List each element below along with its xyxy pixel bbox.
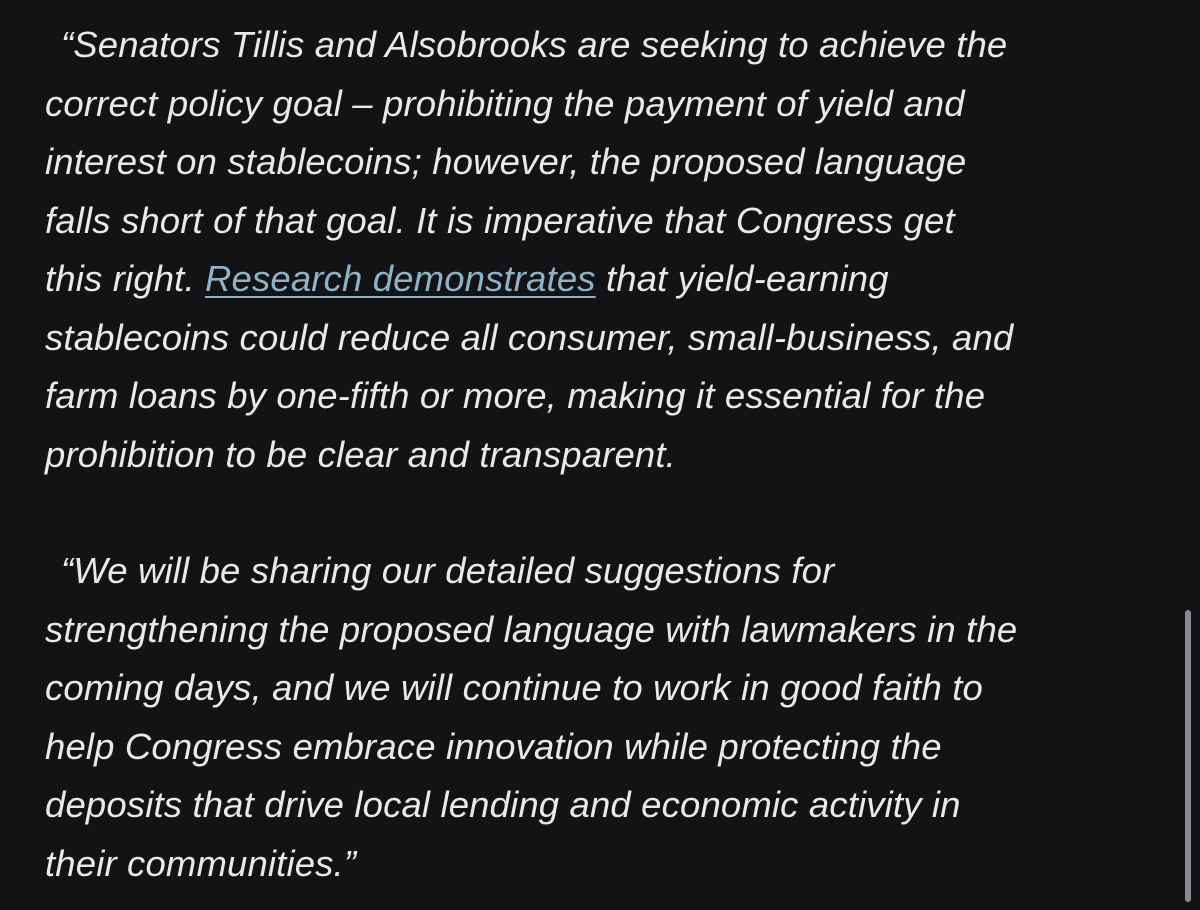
link-line-prefix: this right. bbox=[45, 258, 206, 299]
text-line: coming days, and we will continue to work in good faith to bbox=[45, 667, 983, 708]
text-line: stablecoins could reduce all consumer, small-business, and bbox=[45, 316, 1014, 358]
research-demonstrates-link[interactable]: Research demonstrates bbox=[205, 258, 596, 299]
quote-paragraph-2 bbox=[45, 542, 1165, 893]
link-line-suffix: that yield-earning bbox=[595, 258, 889, 299]
text-line: prohibition to be clear and transparent. bbox=[45, 433, 676, 475]
text-line-with-link bbox=[45, 250, 1165, 309]
text-line: their communities.” bbox=[45, 842, 357, 884]
text-line: farm loans by one-fifth or more, making it essential for the bbox=[45, 375, 986, 416]
text-line: “We will be sharing our detailed suggestions for bbox=[61, 550, 835, 591]
text-line: interest on stablecoins; however, the proposed language bbox=[45, 141, 967, 182]
text-line: strengthening the proposed language with lawmakers in the bbox=[45, 608, 1018, 650]
text-line: correct policy goal – prohibiting the payment of yield and bbox=[45, 82, 965, 124]
text-line: “Senators Tillis and Alsobrooks are seeking to achieve the bbox=[61, 24, 1008, 65]
vertical-scrollbar[interactable] bbox=[1185, 610, 1191, 902]
article-body bbox=[45, 16, 1165, 893]
text-line: deposits that drive local lending and economic activity in bbox=[45, 784, 961, 825]
text-line: help Congress embrace innovation while protecting the bbox=[45, 725, 942, 767]
text-line: falls short of that goal. It is imperative that Congress get bbox=[45, 199, 955, 241]
quote-paragraph-1 bbox=[45, 16, 1165, 484]
